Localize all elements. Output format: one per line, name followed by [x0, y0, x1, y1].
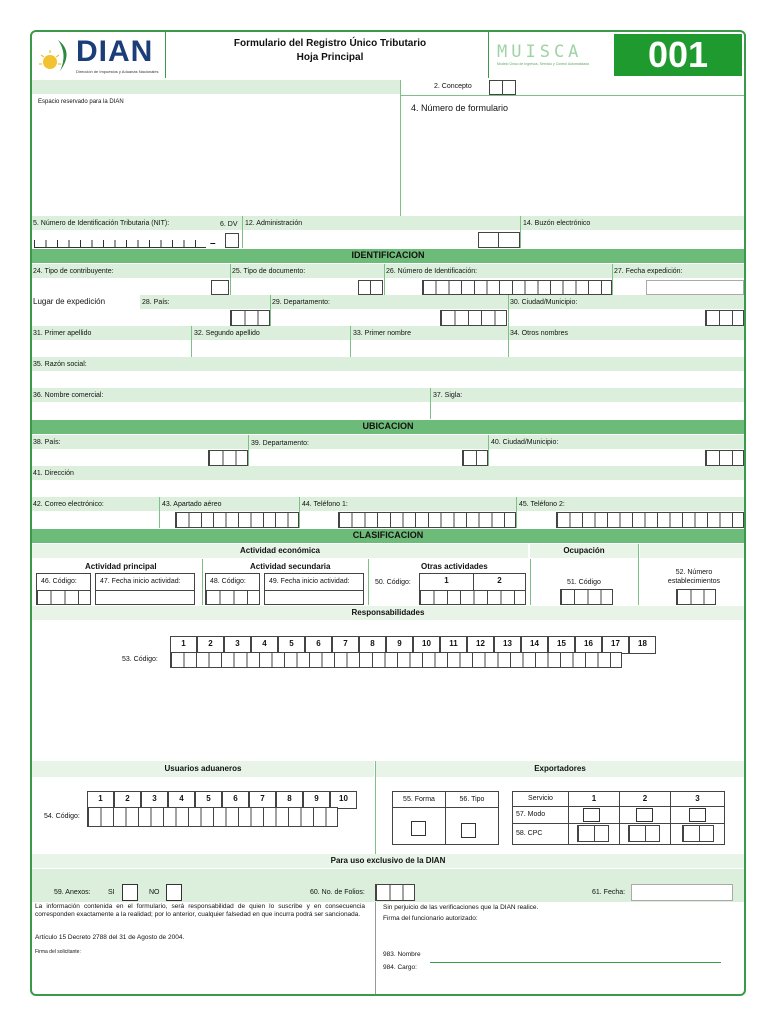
- divider: [270, 295, 271, 326]
- resp-num: 4: [251, 636, 278, 654]
- depto-exp-input[interactable]: [440, 310, 507, 326]
- divider: [430, 388, 431, 419]
- usuario-num: 5: [195, 791, 222, 809]
- ciudad-label: 40. Ciudad/Municipio:: [491, 439, 559, 446]
- fecha-47-label: 47. Fecha inicio actividad:: [95, 573, 195, 591]
- resp-num: 16: [575, 636, 602, 654]
- cpc-58-label: 58. CPC: [512, 823, 569, 845]
- razon-social-label: 35. Razón social:: [33, 361, 87, 368]
- modo-input-3[interactable]: [689, 808, 706, 822]
- articulo-text: Artículo 15 Decreto 2788 del 31 de Agosto de 2004.: [35, 934, 185, 941]
- otras-actividades-heading: Otras actividades: [421, 562, 488, 571]
- dian-brand-subtitle: Dirección de Impuestos y Aduanas Nacionales: [76, 69, 159, 74]
- ciudad-exp-input[interactable]: [705, 310, 744, 326]
- codigo-48-label: 48. Código:: [205, 573, 260, 591]
- usuario-num: 1: [87, 791, 114, 809]
- modo-input-1[interactable]: [583, 808, 600, 822]
- codigo-48-input[interactable]: [205, 591, 260, 605]
- divider: [516, 497, 517, 528]
- administracion-box-1[interactable]: [478, 232, 499, 248]
- resp-num: 5: [278, 636, 305, 654]
- resp-num: 12: [467, 636, 494, 654]
- divider: [191, 326, 192, 357]
- divider: [488, 435, 489, 466]
- fecha-61-input[interactable]: [631, 884, 733, 901]
- fecha-expedicion-label: 27. Fecha expedición:: [614, 268, 683, 275]
- divider: [299, 497, 300, 528]
- numero-identificacion-label: 26. Número de Identificación:: [386, 268, 478, 275]
- administracion-box-2[interactable]: [498, 232, 520, 248]
- divider: [368, 559, 369, 605]
- fecha-49-label: 49. Fecha inicio actividad:: [264, 573, 364, 591]
- nit-input[interactable]: [34, 240, 206, 248]
- servicio-label: Servicio: [512, 791, 569, 807]
- dv-input[interactable]: [225, 233, 239, 248]
- nombre-comercial-label: 36. Nombre comercial:: [33, 392, 104, 399]
- resp-num: 18: [629, 636, 656, 654]
- establecimientos-line1: 52. Número: [675, 569, 713, 576]
- concepto-label: 2. Concepto: [434, 83, 472, 90]
- nit-label: 5. Número de Identificación Tributaria (NIT):: [33, 220, 170, 227]
- usuario-num: 7: [249, 791, 276, 809]
- tipo-56-input[interactable]: [461, 823, 476, 838]
- form-title-line2: Hoja Principal: [296, 52, 364, 63]
- section-ubicacion: UBICACION: [32, 420, 744, 434]
- codigo-46-label: 46. Código:: [36, 573, 91, 591]
- fecha-expedicion-input[interactable]: [646, 280, 744, 295]
- apartado-label: 43. Apartado aéreo: [162, 501, 222, 508]
- resp-num: 7: [332, 636, 359, 654]
- usuario-num: 10: [330, 791, 357, 809]
- cargo-984-label: 984. Cargo:: [383, 964, 417, 971]
- divider: [384, 264, 385, 295]
- actividad-secundaria-heading: Actividad secundaria: [250, 562, 331, 571]
- resp-num: 3: [224, 636, 251, 654]
- dian-logo-icon: [38, 38, 74, 72]
- primer-apellido-label: 31. Primer apellido: [33, 330, 92, 337]
- resp-num: 9: [386, 636, 413, 654]
- tipo-contribuyente-input[interactable]: [211, 280, 229, 295]
- fecha-49-input[interactable]: [264, 591, 364, 605]
- cpc-input-1[interactable]: [577, 825, 609, 842]
- resp-num: 1: [170, 636, 197, 654]
- servicio-col-2: 2: [619, 791, 671, 807]
- pais-exp-input[interactable]: [230, 310, 270, 326]
- divider: [520, 216, 521, 248]
- codigo-54-input[interactable]: [87, 807, 338, 827]
- reserved-label: Espacio reservado para la DIAN: [38, 99, 124, 105]
- anexos-no-label: NO: [149, 889, 160, 896]
- depto-exp-label: 29. Departamento:: [272, 299, 330, 306]
- divider: [230, 264, 231, 295]
- usuario-num: 9: [303, 791, 330, 809]
- form-title-line1: Formulario del Registro Único Tributario: [233, 38, 427, 49]
- establecimientos-input[interactable]: [676, 589, 716, 605]
- folios-60-label: 60. No. de Folios:: [310, 889, 365, 896]
- resp-num: 14: [521, 636, 548, 654]
- divider: [508, 295, 509, 326]
- divider: [400, 80, 401, 216]
- tipo-documento-box-2[interactable]: [370, 280, 383, 295]
- resp-num: 11: [440, 636, 467, 654]
- usuario-num: 4: [168, 791, 195, 809]
- administracion-label: 12. Administración: [245, 220, 303, 227]
- anexos-59-label: 59. Anexos:: [54, 889, 91, 896]
- resp-num: 2: [197, 636, 224, 654]
- tipo-documento-label: 25. Tipo de documento:: [232, 268, 306, 275]
- primer-nombre-label: 33. Primer nombre: [353, 330, 411, 337]
- departamento-label: 39. Departamento:: [251, 440, 309, 447]
- resp-num: 10: [413, 636, 440, 654]
- nit-dash: –: [210, 238, 216, 249]
- codigo-50-label: 50. Código:: [375, 579, 411, 586]
- ubic-band-3: [32, 497, 744, 511]
- firma-solicitante-label: Firma del solicitante:: [35, 949, 81, 955]
- form-number-badge: 001: [614, 34, 742, 76]
- forma-55-label: 55. Forma: [392, 791, 446, 808]
- divider: [159, 497, 160, 528]
- folios-60-input[interactable]: [375, 884, 415, 901]
- usuarios-aduaneros-heading: Usuarios aduaneros: [32, 761, 374, 777]
- verificaciones-text: Sin perjuicio de las verificaciones que la DIAN realice.: [383, 904, 539, 911]
- muisca-logo: [488, 32, 612, 78]
- actividad-economica-heading: Actividad económica: [32, 544, 528, 558]
- ciudad-input[interactable]: [705, 450, 744, 466]
- concepto-box-1[interactable]: [489, 80, 503, 95]
- establecimientos-label: [666, 568, 722, 586]
- numero-identificacion-input[interactable]: [422, 280, 612, 295]
- cpc-input-2[interactable]: [628, 825, 660, 842]
- telefono1-label: 44. Teléfono 1:: [302, 501, 348, 508]
- codigo-51-label: 51. Código: [567, 579, 601, 586]
- muisca-subtitle: Modelo Único de Ingresos, Servicio y Control Automatizado: [497, 62, 590, 66]
- ocupacion-spacer: [640, 544, 744, 558]
- divider: [375, 761, 376, 854]
- fecha-47-input[interactable]: [95, 591, 195, 605]
- resp-num: 15: [548, 636, 575, 654]
- divider: [202, 559, 203, 605]
- resp-num: 17: [602, 636, 629, 654]
- otras-col-1: 1: [419, 573, 474, 591]
- modo-57-label: 57. Modo: [512, 806, 569, 824]
- usuario-num: 3: [141, 791, 168, 809]
- divider: [530, 559, 531, 605]
- modo-input-2[interactable]: [636, 808, 653, 822]
- dv-label: 6. DV: [220, 221, 238, 228]
- codigo-54-label: 54. Código:: [44, 813, 80, 820]
- num-formulario-label: 4. Número de formulario: [411, 103, 509, 113]
- ident-band-5: [32, 388, 744, 402]
- divider: [375, 902, 376, 994]
- segundo-apellido-label: 32. Segundo apellido: [194, 330, 260, 337]
- divider: [638, 544, 639, 605]
- codigo-50-input[interactable]: [419, 591, 526, 605]
- ubic-band-1: [32, 435, 744, 449]
- responsabilidades-heading: Responsabilidades: [32, 606, 744, 620]
- divider: [242, 216, 243, 248]
- section-identificacion: IDENTIFICACION: [32, 249, 744, 263]
- nombre-983-label: 983. Nombre: [383, 951, 421, 958]
- direccion-label: 41. Dirección: [33, 470, 74, 477]
- divider: [350, 326, 351, 357]
- cpc-input-3[interactable]: [682, 825, 714, 842]
- divider: [400, 95, 744, 96]
- pais-input[interactable]: [208, 450, 248, 466]
- forma-55-input[interactable]: [411, 821, 426, 836]
- departamento-input[interactable]: [462, 450, 488, 466]
- muisca-wordmark: MUISCA: [497, 42, 583, 62]
- resp-num: 8: [359, 636, 386, 654]
- correo-label: 42. Correo electrónico:: [33, 501, 104, 508]
- divider: [612, 264, 613, 295]
- tipo-contribuyente-label: 24. Tipo de contribuyente:: [33, 268, 114, 275]
- dian-brand: DIAN: [76, 35, 154, 68]
- servicio-col-3: 3: [670, 791, 725, 807]
- usuario-num: 8: [276, 791, 303, 809]
- servicio-col-1: 1: [568, 791, 620, 807]
- lugar-expedicion-label: Lugar de expedición: [33, 297, 106, 306]
- telefono1-input[interactable]: [338, 512, 516, 528]
- telefono2-label: 45. Teléfono 2:: [519, 501, 565, 508]
- pais-label: 38. País:: [33, 439, 61, 446]
- ciudad-exp-label: 30. Ciudad/Municipio:: [510, 299, 578, 306]
- codigo-51-input[interactable]: [560, 589, 613, 605]
- ocupacion-heading: Ocupación: [530, 544, 638, 558]
- resp-num: 13: [494, 636, 521, 654]
- divider: [508, 326, 509, 357]
- uso-dian-heading: Para uso exclusivo de la DIAN: [32, 854, 744, 868]
- usuario-num: 2: [114, 791, 141, 809]
- divider: [248, 435, 249, 466]
- codigo-53-input[interactable]: [170, 652, 622, 668]
- reserved-band: [32, 80, 400, 94]
- establecimientos-line2: establecimientos: [667, 578, 721, 585]
- pais-exp-label: 28. País:: [142, 299, 170, 306]
- legal-text: La información contenida en el formulario, será responsabilidad de quien lo suscribe y en consecuencia corresponden exactamente a la realidad; por lo anterior, cualquier falsedad en que incurra podrá ser sancionada.: [35, 903, 365, 918]
- ident-band-2: [140, 295, 744, 309]
- nombre-983-line[interactable]: [430, 962, 721, 963]
- ubic-band-2: [32, 466, 744, 480]
- concepto-box-2[interactable]: [502, 80, 516, 95]
- anexos-si-checkbox[interactable]: [122, 884, 138, 901]
- codigo-46-input[interactable]: [36, 591, 91, 605]
- resp-num: 6: [305, 636, 332, 654]
- buzon-label: 14. Buzón electrónico: [523, 220, 591, 227]
- sigla-label: 37. Sigla:: [433, 392, 463, 399]
- telefono2-input[interactable]: [556, 512, 744, 528]
- ident-band-4: [32, 357, 744, 371]
- dian-logo-block: [32, 32, 166, 78]
- otros-nombres-label: 34. Otros nombres: [510, 330, 568, 337]
- otras-col-2: 2: [473, 573, 526, 591]
- apartado-input[interactable]: [175, 512, 299, 528]
- actividad-principal-heading: Actividad principal: [85, 562, 157, 571]
- usuario-num: 6: [222, 791, 249, 809]
- exportadores-heading: Exportadores: [376, 761, 744, 777]
- firma-funcionario-label: Firma del funcionario autorizado:: [383, 915, 478, 922]
- form-title: [230, 37, 430, 65]
- fecha-61-label: 61. Fecha:: [592, 889, 626, 896]
- section-clasificacion: CLASIFICACION: [32, 529, 744, 543]
- anexos-no-checkbox[interactable]: [166, 884, 182, 901]
- anexos-si-label: SI: [108, 889, 115, 896]
- tipo-56-label: 56. Tipo: [445, 791, 499, 808]
- codigo-53-label: 53. Código:: [122, 656, 158, 663]
